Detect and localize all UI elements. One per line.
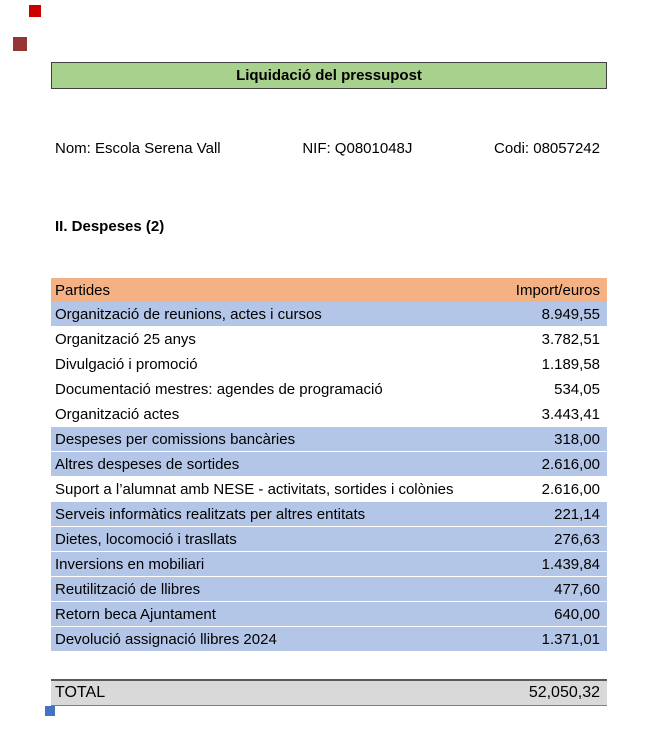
- table-row: [51, 377, 607, 402]
- row-label: Despeses per comissions bancàries: [55, 430, 296, 448]
- row-value: 2.616,00: [541, 455, 600, 473]
- document-title-text: Liquidació del pressupost: [236, 67, 422, 84]
- row-label: Retorn beca Ajuntament: [55, 605, 216, 623]
- table-row: [51, 427, 607, 452]
- section-heading: II. Despeses (2): [55, 218, 165, 235]
- row-label: Documentació mestres: agendes de programació: [55, 381, 383, 398]
- total-value: 52,050,32: [528, 684, 600, 701]
- table-row: [51, 552, 607, 577]
- row-label: Organització 25 anys: [55, 331, 196, 348]
- table-row: [51, 602, 607, 627]
- column-header-import: Import/euros: [515, 281, 600, 299]
- row-value: 2.616,00: [541, 481, 600, 498]
- table-row: [51, 352, 607, 377]
- table-row: [51, 627, 607, 652]
- row-label: Serveis informàtics realitzats per altres entitats: [55, 505, 366, 523]
- row-value: 1.189,58: [541, 356, 600, 373]
- row-value: 276,63: [554, 530, 600, 548]
- row-label: Suport a l’alumnat amb NESE - activitats, sortides i colònies: [55, 481, 454, 498]
- row-value: 640,00: [554, 605, 600, 623]
- row-value: 318,00: [554, 430, 600, 448]
- total-row: [51, 679, 607, 706]
- column-header-partides: Partides: [55, 281, 111, 299]
- table-row: [51, 577, 607, 602]
- row-value: 221,14: [554, 505, 600, 523]
- row-value: 3.443,41: [541, 406, 600, 423]
- row-value: 1.371,01: [541, 630, 600, 648]
- table-row: [51, 302, 607, 327]
- document-title: [51, 62, 607, 89]
- entity-nif: NIF: Q0801048J: [302, 140, 413, 157]
- row-value: 3.782,51: [541, 331, 600, 348]
- row-label: Reutilització de llibres: [55, 580, 201, 598]
- total-label: TOTAL: [55, 684, 106, 701]
- table-row: [51, 452, 607, 477]
- dark-red-square-marker-icon: [13, 37, 27, 51]
- table-row: [51, 327, 607, 352]
- row-value: 477,60: [554, 580, 600, 598]
- table-row: [51, 502, 607, 527]
- table-row: [51, 527, 607, 552]
- row-value: 534,05: [554, 381, 600, 398]
- entity-name: Nom: Escola Serena Vall: [55, 140, 221, 157]
- entity-info-row: [55, 140, 600, 157]
- row-label: Altres despeses de sortides: [55, 455, 240, 473]
- row-label: Devolució assignació llibres 2024: [55, 630, 277, 648]
- red-square-marker-icon: [29, 5, 41, 17]
- row-value: 8.949,55: [541, 305, 600, 323]
- row-label: Organització actes: [55, 406, 180, 423]
- table-header-row: [51, 278, 607, 302]
- blue-square-marker-icon: [45, 706, 55, 716]
- table-row: [51, 477, 607, 502]
- row-label: Organització de reunions, actes i cursos: [55, 305, 322, 323]
- entity-code: Codi: 08057242: [494, 140, 600, 157]
- expenses-table: [51, 278, 607, 652]
- row-label: Inversions en mobiliari: [55, 555, 205, 573]
- row-value: 1.439,84: [541, 555, 600, 573]
- table-row: [51, 402, 607, 427]
- row-label: Dietes, locomoció i trasllats: [55, 530, 237, 548]
- row-label: Divulgació i promoció: [55, 356, 198, 373]
